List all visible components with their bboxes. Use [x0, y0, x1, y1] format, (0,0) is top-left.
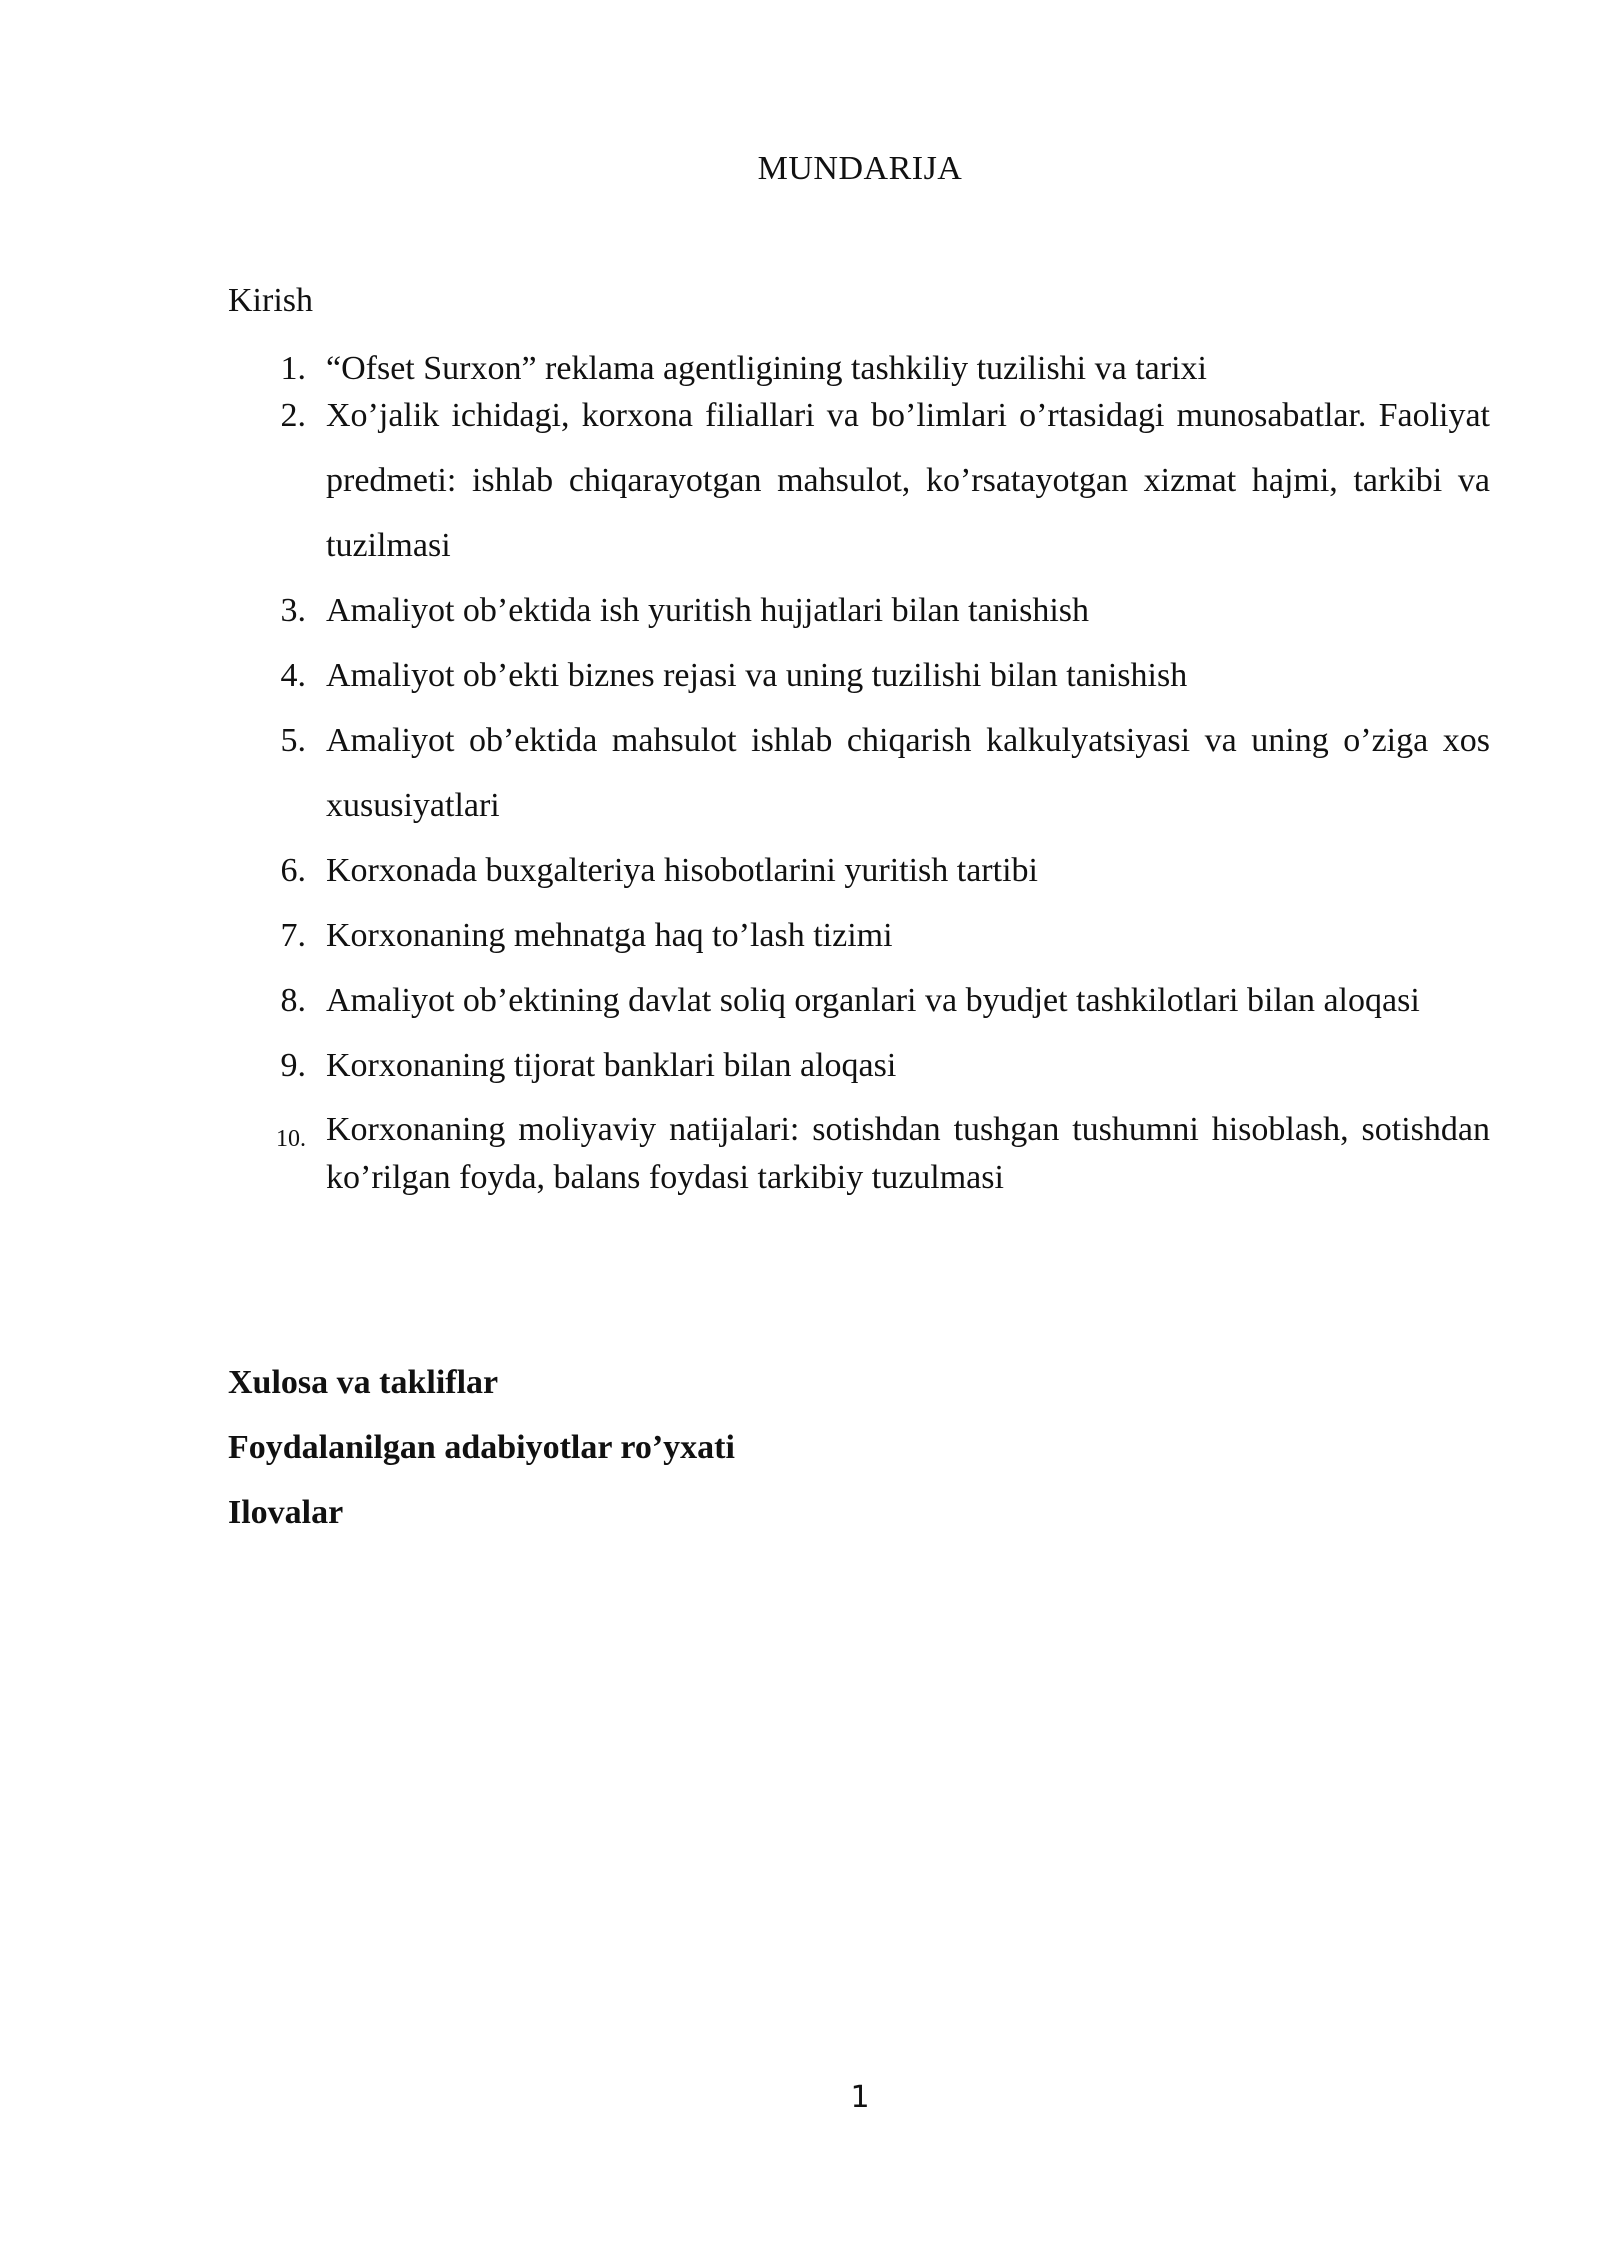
toc-item-text: Korxonaning tijorat banklari bilan aloqasi	[326, 1047, 897, 1084]
toc-item-number: 6.	[280, 852, 306, 889]
toc-item-number: 2.	[280, 397, 306, 434]
toc-item	[228, 1106, 1490, 1202]
toc-conclusion: Xulosa va takliflar	[228, 1364, 499, 1401]
toc-item	[228, 383, 1490, 578]
toc-final-sections	[228, 1350, 735, 1545]
toc-item	[228, 968, 1490, 1033]
toc-item-number: 4.	[280, 657, 306, 694]
toc-intro: Kirish	[228, 282, 313, 319]
page-title: MUNDARIJA	[757, 150, 963, 187]
toc-item-text: “Ofset Surxon” reklama agentligining tashkiliy tuzilishi va tarixi	[326, 350, 1207, 387]
page-number: 1	[850, 2080, 870, 2115]
toc-references: Foydalanilgan adabiyotlar ro’yxati	[228, 1429, 735, 1466]
toc-item-text: Xo’jalik ichidagi, korxona filiallari va bo’limlari o’rtasidagi munosabatlar. Faoliyat predmeti: ishlab chiqarayotgan mahsulot, ko’rsatayotgan xizmat hajmi, tarkibi va tuzilmasi	[326, 397, 1490, 564]
toc-item-number: 7.	[280, 917, 306, 954]
toc-item-number: 8.	[280, 982, 306, 1019]
toc-item-number: 10.	[276, 1126, 306, 1152]
toc-item-text: Amaliyot ob’ekti biznes rejasi va uning tuzilishi bilan tanishish	[326, 657, 1188, 694]
toc-item-number: 5.	[280, 722, 306, 759]
toc-item-text: Korxonaning moliyaviy natijalari: sotishdan tushgan tushumni hisoblash, sotishdan ko’rilgan foyda, balans foydasi tarkibiy tuzulmasi	[326, 1111, 1490, 1196]
toc-item-text: Korxonada buxgalteriya hisobotlarini yuritish tartibi	[326, 852, 1038, 889]
toc-item-text: Amaliyot ob’ektida ish yuritish hujjatlari bilan tanishish	[326, 592, 1090, 629]
table-of-contents	[228, 345, 1490, 1202]
toc-item	[228, 903, 1490, 968]
toc-item	[228, 578, 1490, 643]
toc-appendices: Ilovalar	[228, 1494, 344, 1531]
toc-item	[228, 643, 1490, 708]
toc-item-text: Korxonaning mehnatga haq to’lash tizimi	[326, 917, 893, 954]
toc-item-number: 3.	[280, 592, 306, 629]
toc-item-number: 9.	[280, 1047, 306, 1084]
toc-item	[228, 708, 1490, 838]
toc-item-text: Amaliyot ob’ektining davlat soliq organlari va byudjet tashkilotlari bilan aloqasi	[326, 982, 1420, 1019]
toc-item-number: 1.	[280, 350, 306, 387]
toc-item	[228, 1033, 1490, 1098]
toc-item-text: Amaliyot ob’ektida mahsulot ishlab chiqarish kalkulyatsiyasi va uning o’ziga xos xususiyatlari	[326, 722, 1490, 824]
toc-item	[228, 838, 1490, 903]
